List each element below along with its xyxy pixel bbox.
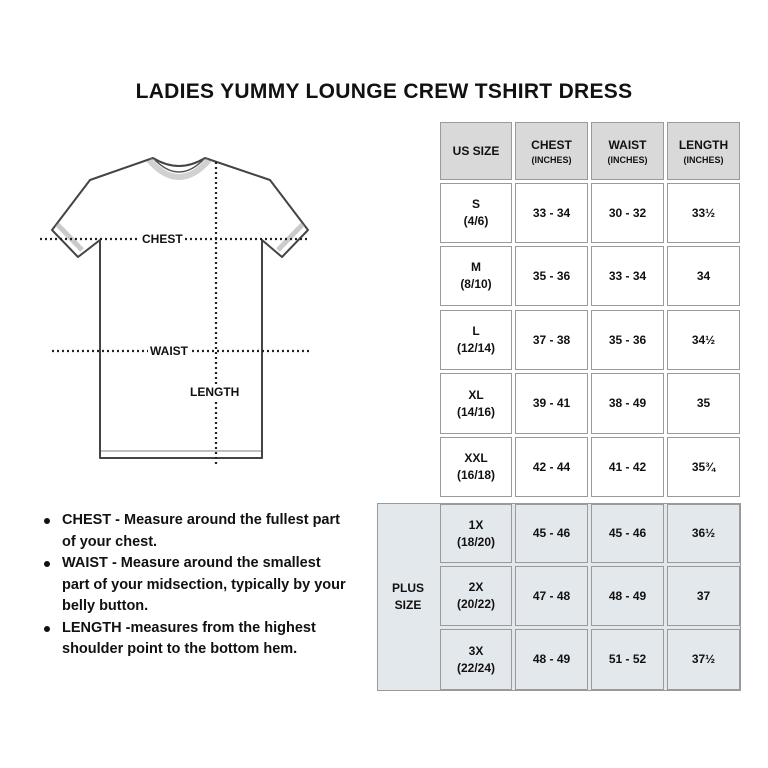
header-chest-unit: (INCHES) [531,154,572,165]
size-name: 2X [468,580,484,594]
length-value: 36½ [667,504,740,563]
waist-value: 30 - 32 [591,183,664,243]
header-length-label: LENGTH [678,137,729,152]
plus-size-text: PLUS SIZE [391,581,424,612]
size-cell [440,629,512,690]
header-length-unit: (INCHES) [683,154,724,165]
length-value: 34½ [667,310,740,370]
tshirt-outline-icon [30,140,330,480]
page-title: LADIES YUMMY LOUNGE CREW TSHIRT DRESS [135,80,633,103]
size-name: M [471,260,481,274]
length-value: 35 [667,373,740,434]
chest-value: 39 - 41 [515,373,588,434]
size-range: (14/16) [456,404,496,419]
chest-value: 45 - 46 [515,504,588,563]
chest-value: 33 - 34 [515,183,588,243]
size-name: L [472,324,480,338]
note-waist: WAIST - Measure around the smallest part of your midsection, typically by your belly button. [42,553,352,618]
chest-value: 37 - 38 [515,310,588,370]
size-name: 3X [468,643,484,658]
size-range: (20/22) [456,597,496,611]
length-label: LENGTH [190,385,240,399]
size-range: (22/24) [456,660,496,675]
note-chest: CHEST - Measure around the fullest part of your chest. [42,510,352,553]
length-value: 35¾ [667,437,740,497]
size-range: (12/14) [456,341,496,355]
header-waist [591,122,664,180]
size-range: (16/18) [456,468,496,482]
header-us-size [440,122,512,180]
measurement-notes [42,510,352,661]
size-cell [440,373,512,434]
header-chest [515,122,588,180]
plus-size-label [378,504,438,690]
waist-value: 33 - 34 [591,246,664,306]
waist-value: 38 - 49 [591,373,664,434]
length-value: 37½ [667,629,740,690]
size-range: (8/10) [460,277,492,291]
size-name: 1X [468,517,484,532]
waist-value: 51 - 52 [591,629,664,690]
size-name: XXL [464,451,488,465]
size-cell [440,437,512,497]
header-us-size-label: US SIZE [452,143,500,158]
waist-value: 35 - 36 [591,310,664,370]
chest-value: 47 - 48 [515,566,588,626]
size-range: (4/6) [463,214,489,228]
chest-value: 42 - 44 [515,437,588,497]
note-length: LENGTH -measures from the highest shoulder point to the bottom hem. [42,618,352,661]
waist-value: 41 - 42 [591,437,664,497]
size-name: S [471,197,480,211]
size-cell [440,504,512,563]
length-value: 34 [667,246,740,306]
chest-label: CHEST [142,232,183,246]
size-cell [440,310,512,370]
length-value: 33½ [667,183,740,243]
chest-value: 35 - 36 [515,246,588,306]
header-chest-label: CHEST [531,137,572,152]
size-cell [440,566,512,626]
size-cell [440,246,512,306]
size-name: XL [468,387,484,402]
header-waist-unit: (INCHES) [607,154,648,165]
length-value: 37 [667,566,740,626]
waist-label: WAIST [150,344,188,358]
size-range: (18/20) [456,534,496,549]
header-length [667,122,740,180]
waist-value: 45 - 46 [591,504,664,563]
size-cell [440,183,512,243]
header-waist-label: WAIST [608,137,647,152]
chest-value: 48 - 49 [515,629,588,690]
waist-value: 48 - 49 [591,566,664,626]
tshirt-measurement-diagram [30,140,330,480]
